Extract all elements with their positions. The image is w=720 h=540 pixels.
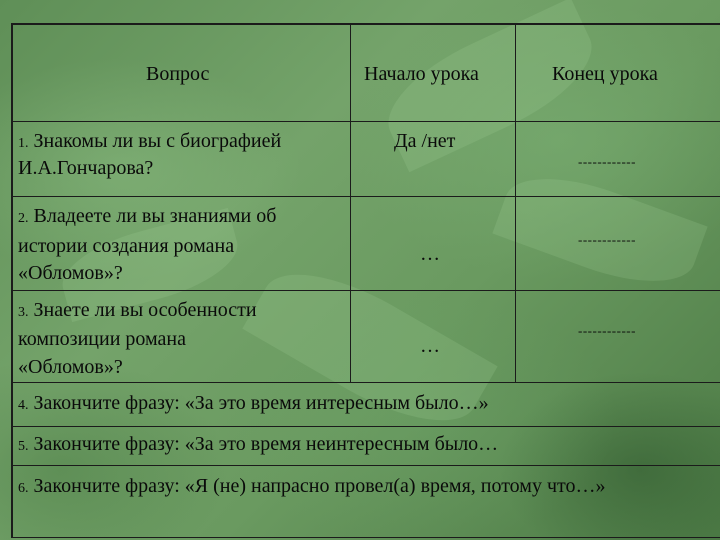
- question-text: Закончите фразу: «За это время интересным было…»: [33, 392, 489, 414]
- table-column-divider: [350, 23, 351, 383]
- wide-question-cell: [18, 474, 668, 501]
- question-text-line: «Обломов»?: [18, 262, 123, 284]
- table-column-divider: [515, 23, 516, 383]
- question-number: 4.: [18, 398, 29, 413]
- table-row-divider: [11, 465, 720, 466]
- table-border-left: [11, 23, 13, 538]
- question-number: 5.: [18, 439, 29, 454]
- header-question: Вопрос: [146, 63, 210, 85]
- question-cell: [18, 298, 336, 325]
- table-row-divider: [11, 121, 720, 122]
- wide-question-cell: [18, 432, 708, 459]
- wide-question-cell: [18, 391, 708, 418]
- table-row-divider: [11, 426, 720, 427]
- question-number: 3.: [18, 305, 29, 320]
- table-border-bottom: [11, 537, 720, 538]
- start-answer: …: [420, 243, 440, 265]
- question-cell: [18, 129, 336, 180]
- start-answer: …: [420, 335, 440, 357]
- table-border-top: [11, 23, 720, 25]
- question-text-line: истории создания романа: [18, 235, 235, 257]
- header-start: Начало урока: [364, 63, 479, 85]
- end-answer-placeholder: ------------: [578, 154, 636, 169]
- question-number: 1.: [18, 136, 29, 151]
- question-text-line: композиции романа: [18, 328, 186, 350]
- question-text: Закончите фразу: «Я (не) напрасно провел(а) время, потому что…»: [33, 475, 606, 497]
- start-answer: Да /нет: [394, 130, 456, 152]
- question-text: Закончите фразу: «За это время неинтересным было…: [33, 433, 499, 455]
- question-number: 6.: [18, 481, 29, 496]
- question-text-line: «Обломов»?: [18, 356, 123, 378]
- question-text: Знакомы ли вы с биографией И.А.Гончарова?: [18, 130, 282, 179]
- header-end: Конец урока: [552, 63, 658, 85]
- end-answer-placeholder: ------------: [578, 232, 636, 247]
- question-text-line: Владеете ли вы знаниями об: [33, 205, 277, 227]
- table-row-divider: [11, 382, 720, 383]
- question-text-line: Знаете ли вы особенности: [33, 299, 257, 321]
- end-answer-placeholder: ------------: [578, 323, 636, 338]
- question-cell: [18, 204, 336, 231]
- question-number: 2.: [18, 211, 29, 226]
- table-row-divider: [11, 196, 720, 197]
- table-row-divider: [11, 290, 720, 291]
